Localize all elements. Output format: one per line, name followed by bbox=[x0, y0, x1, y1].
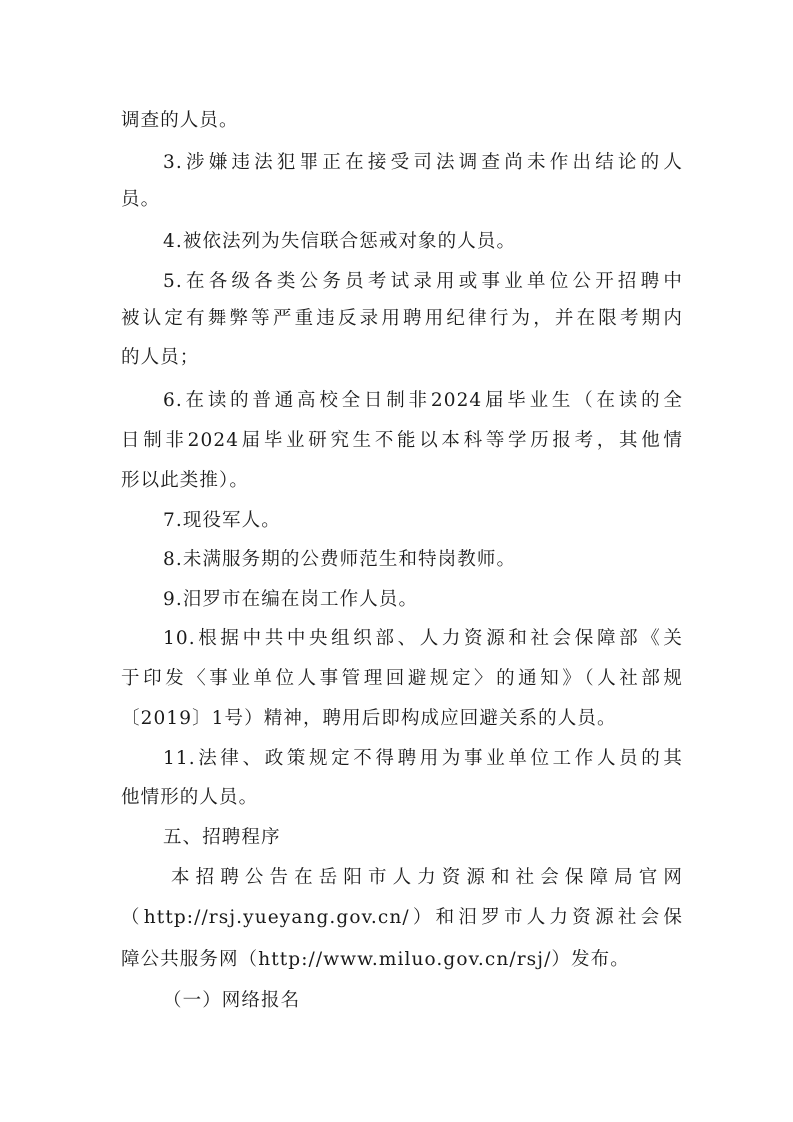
text-line: 6.在读的普通高校全日制非2024届毕业生（在读的全 bbox=[163, 390, 683, 411]
section-heading: 五、招聘程序 bbox=[163, 827, 281, 848]
text-line: 的人员； bbox=[121, 347, 200, 368]
text-line: 于印发〈事业单位人事管理回避规定〉的通知》（人社部规 bbox=[121, 668, 683, 689]
text-line: 3.涉嫌违法犯罪正在接受司法调查尚未作出结论的人 bbox=[163, 152, 683, 173]
text-line: 日制非2024届毕业研究生不能以本科等学历报考，其他情 bbox=[121, 430, 683, 451]
text-line: 本招聘公告在岳阳市人力资源和社会保障局官网 bbox=[171, 867, 683, 888]
text-line: 9.汨罗市在编在岗工作人员。 bbox=[163, 589, 419, 610]
text-line: 调查的人员。 bbox=[121, 110, 239, 131]
text-line: 〔2019〕1号）精神，聘用后即构成应回避关系的人员。 bbox=[121, 708, 617, 729]
text-line: 形以此类推）。 bbox=[121, 470, 249, 491]
text-line: （http://rsj.yueyang.gov.cn/）和汨罗市人力资源社会保 bbox=[121, 907, 683, 928]
text-line: 5.在各级各类公务员考试录用或事业单位公开招聘中 bbox=[163, 271, 683, 292]
text-line: 4.被依法列为失信联合惩戒对象的人员。 bbox=[163, 231, 517, 252]
subsection-heading: （一）网络报名 bbox=[163, 990, 301, 1011]
text-line: 11.法律、政策规定不得聘用为事业单位工作人员的其 bbox=[163, 748, 683, 769]
text-line: 员。 bbox=[121, 189, 161, 210]
text-line: 被认定有舞弊等严重违反录用聘用纪律行为，并在限考期内 bbox=[121, 308, 683, 329]
text-line: 障公共服务网（http://www.miluo.gov.cn/rsj/）发布。 bbox=[121, 949, 630, 970]
text-line: 8.未满服务期的公费师范生和特岗教师。 bbox=[163, 549, 517, 570]
text-line: 他情形的人员。 bbox=[121, 787, 259, 808]
text-line: 10.根据中共中央组织部、人力资源和社会保障部《关 bbox=[163, 628, 683, 649]
text-line: 7.现役军人。 bbox=[163, 510, 281, 531]
